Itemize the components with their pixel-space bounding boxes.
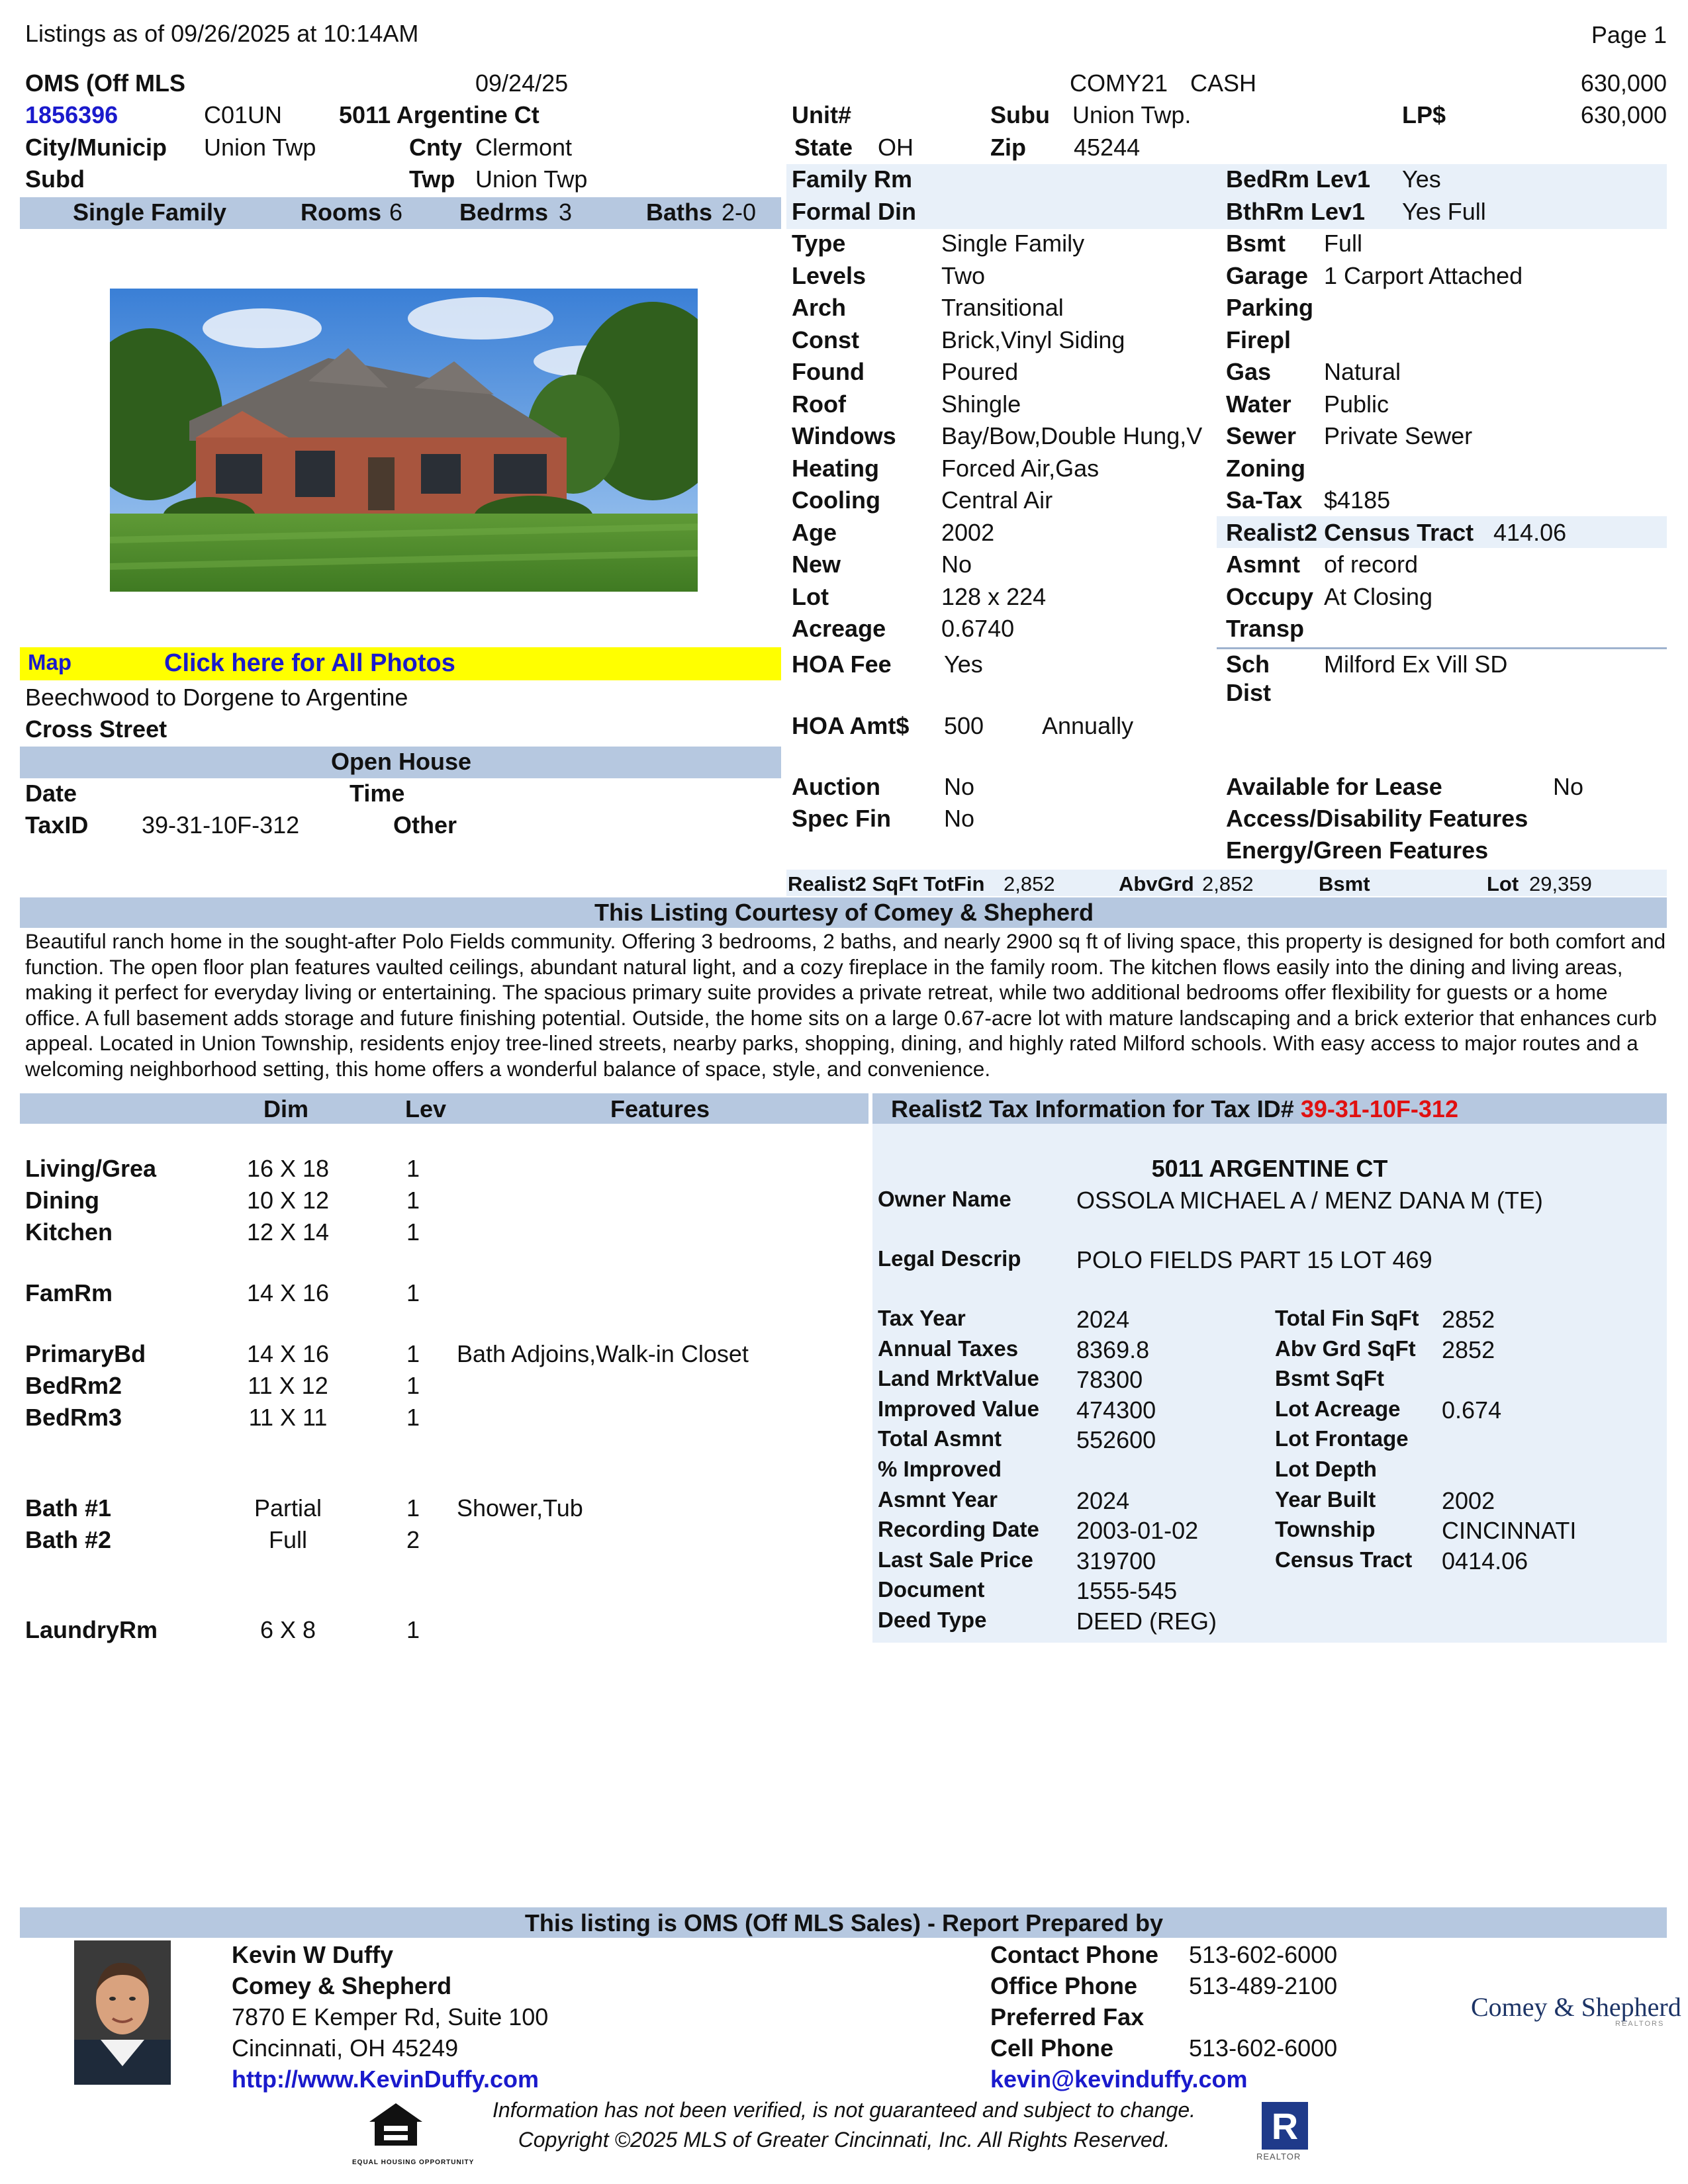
agent-street: 7870 E Kemper Rd, Suite 100: [232, 2003, 549, 2030]
room-lev: 1: [406, 1372, 420, 1399]
detail-value: of record: [1324, 551, 1419, 578]
owner-value: OSSOLA MICHAEL A / MENZ DANA M (TE): [1076, 1187, 1543, 1214]
realtor-text: REALTOR: [1256, 2152, 1301, 2161]
detail-value: Transitional: [941, 294, 1064, 321]
detail-value: No: [941, 551, 972, 578]
detail-value: 0.6740: [941, 615, 1015, 642]
cell-phone-value: 513-602-6000: [1189, 2034, 1338, 2062]
zip-label: Zip: [990, 134, 1026, 161]
tax-label: Land MrktValue: [878, 1366, 1039, 1391]
mls-number-link[interactable]: 1856396: [25, 101, 118, 128]
detail-label: New: [792, 551, 841, 578]
detail-value: Forced Air,Gas: [941, 454, 1100, 482]
room-dim: 6 X 8: [259, 1616, 316, 1643]
lp-value: 630,000: [1580, 101, 1667, 128]
tax-value: 2002: [1442, 1486, 1495, 1514]
tax-label: Document: [878, 1577, 985, 1602]
detail-label: Lot: [792, 582, 829, 610]
disclaimer: Information has not been verified, is not guaranteed and subject to change.: [492, 2098, 1196, 2122]
detail-value: 1 Carport Attached: [1324, 261, 1523, 289]
detail-label: Water: [1226, 390, 1291, 418]
twp-label: Twp: [409, 165, 455, 193]
map-link[interactable]: Map: [28, 650, 71, 674]
baths-label: Baths: [646, 199, 713, 226]
tax-label: Lot Frontage: [1275, 1426, 1409, 1451]
hoa-amount-label: HOA Amt$: [792, 712, 910, 739]
legal-value: POLO FIELDS PART 15 LOT 469: [1076, 1246, 1432, 1273]
room-dim: 10 X 12: [246, 1187, 330, 1214]
listings-as-of: Listings as of 09/26/2025 at 10:14AM: [25, 20, 419, 47]
tax-value: 2024: [1076, 1486, 1130, 1514]
access-label: Access/Disability Features: [1226, 805, 1528, 832]
detail-label: Acreage: [792, 615, 886, 642]
contact-phone-value: 513-602-6000: [1189, 1941, 1338, 1968]
tax-value: CINCINNATI: [1442, 1517, 1577, 1545]
baths-value: 2-0: [722, 199, 757, 226]
tax-value: 8369.8: [1076, 1336, 1150, 1363]
tax-label: Abv Grd SqFt: [1275, 1336, 1416, 1361]
room-name: Dining: [25, 1187, 99, 1214]
agent-website-link[interactable]: http://www.KevinDuffy.com: [232, 2066, 539, 2093]
room-lev: 1: [406, 1187, 420, 1214]
room-name: Kitchen: [25, 1218, 113, 1246]
office-code: COMY21: [1070, 69, 1168, 97]
detail-label: Type: [792, 230, 846, 257]
taxid-value: 39-31-10F-312: [142, 811, 300, 839]
tax-label: Improved Value: [878, 1396, 1039, 1421]
copyright: Copyright ©2025 MLS of Greater Cincinnati, Inc. All Rights Reserved.: [518, 2128, 1170, 2152]
tax-title-text: Realist2 Tax Information for Tax ID#: [891, 1095, 1294, 1122]
office-phone-value: 513-489-2100: [1189, 1972, 1338, 1999]
tax-label: Township: [1275, 1517, 1376, 1542]
sqft-totfin-value: 2,852: [1004, 872, 1055, 895]
bedrms-value: 3: [559, 199, 573, 226]
room-dim: 11 X 11: [248, 1404, 328, 1431]
room-dim: 12 X 14: [246, 1218, 330, 1246]
auction-value: No: [944, 773, 975, 800]
tax-value: 0414.06: [1442, 1547, 1528, 1574]
room-name: Bath #1: [25, 1494, 112, 1522]
detail-label: Cooling: [792, 486, 880, 514]
page-number: Page 1: [1591, 21, 1667, 48]
tax-value: 319700: [1076, 1547, 1156, 1574]
tax-label: Lot Depth: [1275, 1457, 1377, 1481]
room-lev: 1: [406, 1616, 420, 1643]
agent-email-link[interactable]: kevin@kevinduffy.com: [990, 2066, 1248, 2093]
other-label: Other: [393, 811, 457, 839]
room-lev: 1: [406, 1404, 420, 1431]
room-name: LaundryRm: [25, 1616, 158, 1643]
property-type: Single Family: [73, 199, 227, 226]
hoa-fee-value: Yes: [944, 651, 983, 678]
taxid-label: TaxID: [25, 811, 89, 839]
detail-label: Zoning: [1226, 454, 1305, 482]
detail-value: Shingle: [941, 390, 1021, 418]
tax-label: % Improved: [878, 1457, 1002, 1481]
detail-value: At Closing: [1324, 582, 1433, 610]
spec-fin-value: No: [944, 805, 975, 832]
area-code: C01UN: [204, 101, 283, 128]
auction-label: Auction: [792, 773, 880, 800]
detail-value: Bay/Bow,Double Hung,V: [941, 422, 1203, 449]
detail-label: Asmnt: [1226, 551, 1301, 578]
room-name: BedRm2: [25, 1372, 122, 1399]
unit-label: Unit#: [792, 101, 851, 128]
detail-value: $4185: [1324, 486, 1391, 514]
detail-value: Two: [941, 261, 986, 289]
twp-value: Union Twp: [475, 165, 588, 193]
detail-label: Age: [792, 518, 837, 546]
brokerage-logo: Comey & Shepherd: [1471, 1992, 1681, 2022]
detail-label: Parking: [1226, 294, 1314, 321]
detail-label: Heating: [792, 454, 880, 482]
open-house-label: Open House: [331, 748, 472, 775]
tax-label: Total Fin SqFt: [1275, 1306, 1419, 1330]
tax-label: Total Asmnt: [878, 1426, 1002, 1451]
sqft-abvgrd-value: 2,852: [1202, 872, 1254, 895]
sqft-abvgrd-label: AbvGrd: [1119, 872, 1194, 895]
room-features: Shower,Tub: [457, 1494, 583, 1522]
tax-value: 78300: [1076, 1366, 1143, 1394]
detail-label: Roof: [792, 390, 846, 418]
detail-value: Brick,Vinyl Siding: [941, 326, 1125, 353]
tax-label: Year Built: [1275, 1486, 1376, 1512]
subu-label: Subu: [990, 101, 1050, 128]
tax-label: Bsmt SqFt: [1275, 1366, 1384, 1391]
detail-value: Single Family: [941, 230, 1085, 257]
sqft-lot-label: Lot: [1487, 872, 1519, 895]
agent-city: Cincinnati, OH 45249: [232, 2034, 459, 2062]
detail-label: Formal Din: [792, 197, 917, 225]
detail-label: Bsmt: [1226, 230, 1286, 257]
tax-label: Deed Type: [878, 1608, 987, 1632]
school-district: Milford Ex Vill SD: [1324, 651, 1508, 678]
subd-label: Subd: [25, 165, 85, 193]
detail-label: Sewer: [1226, 422, 1297, 449]
detail-value: 128 x 224: [941, 582, 1047, 610]
tax-header-title: [891, 1095, 1458, 1122]
tax-value: 2852: [1442, 1306, 1495, 1333]
legal-label: Legal Descrip: [878, 1246, 1021, 1271]
sqft-bsmt-label: Bsmt: [1319, 872, 1370, 895]
rooms-dim-header: Dim: [263, 1095, 309, 1122]
detail-label: Family Rm: [792, 165, 913, 193]
detail-label: Arch: [792, 294, 847, 321]
agent-banner-text: This listing is OMS (Off MLS Sales) - Report Prepared by: [524, 1909, 1164, 1936]
lease-label: Available for Lease: [1226, 773, 1442, 800]
room-dim: Partial: [254, 1494, 322, 1522]
room-name: PrimaryBd: [25, 1340, 146, 1367]
detail-label: Gas: [1226, 358, 1272, 385]
room-lev: 1: [406, 1494, 420, 1522]
bedrms-label: Bedrms: [459, 199, 549, 226]
directions: Beechwood to Dorgene to Argentine: [25, 684, 408, 711]
detail-label: Garage: [1226, 261, 1309, 289]
divider: [1217, 647, 1667, 649]
detail-value: Public: [1324, 390, 1389, 418]
room-dim: 11 X 12: [248, 1372, 328, 1399]
detail-value: Full: [1324, 230, 1363, 257]
room-name: BedRm3: [25, 1404, 122, 1431]
room-name: Bath #2: [25, 1526, 112, 1553]
tax-value: 2852: [1442, 1336, 1495, 1363]
property-description: Beautiful ranch home in the sought-after Polo Fields community. Offering 3 bedrooms, 2 baths, and nearly 2900 sq ft of living space, this property is designed for both comfort and function. The open floor plan features vaulted ceilings, abundant natural light, and a cozy fireplace in the family room. The kitchen flows easily into the dining and living areas, making it perfect for everyday living or entertaining. The spacious primary suite provides a private retreat, while two additional bedrooms offer flexibility for guests or a home office. A full basement adds storage and future finishing potential. Outside, the home sits on a large 0.67-acre lot with mature landscaping and a brick exterior that enhances curb appeal. Located in Union Township, residents enjoy tree-lined streets, nearby parks, shopping, dining, and highly rated Milford schools. With easy access to major routes and a welcoming neighborhood setting, this home offers a wonderful balance of space, style, and convenience.: [25, 929, 1666, 1081]
sch-label: Sch: [1226, 651, 1270, 678]
subu-value: Union Twp.: [1072, 101, 1192, 128]
price: 630,000: [1580, 69, 1667, 97]
tax-value: 2003-01-02: [1076, 1517, 1199, 1545]
room-dim: 14 X 16: [246, 1340, 330, 1367]
city-label: City/Municip: [25, 134, 167, 161]
spec-fin-label: Spec Fin: [792, 805, 892, 832]
equal-housing-text: EQUAL HOUSING OPPORTUNITY: [352, 2159, 475, 2166]
date-label: Date: [25, 780, 77, 807]
cell-phone-label: Cell Phone: [990, 2034, 1114, 2062]
zip-value: 45244: [1074, 134, 1141, 161]
detail-label: Windows: [792, 422, 896, 449]
list-date: 09/24/25: [475, 69, 569, 97]
address: 5011 Argentine Ct: [339, 101, 539, 128]
detail-label: BedRm Lev1: [1226, 165, 1371, 193]
tax-label: Last Sale Price: [878, 1547, 1033, 1572]
room-lev: 1: [406, 1155, 420, 1182]
room-lev: 2: [406, 1526, 420, 1553]
detail-label: Const: [792, 326, 859, 353]
room-lev: 1: [406, 1279, 420, 1306]
tax-label: Annual Taxes: [878, 1336, 1019, 1361]
contact-phone-label: Contact Phone: [990, 1941, 1159, 1968]
detail-value: Central Air: [941, 486, 1053, 514]
detail-label: Sa-Tax: [1226, 486, 1303, 514]
tax-label: Recording Date: [878, 1517, 1039, 1542]
sqft-totfin-label: Realist2 SqFt TotFin: [788, 872, 985, 895]
agent-photo: [74, 1940, 171, 2085]
state-value: OH: [878, 134, 914, 161]
detail-label: Transp: [1226, 615, 1305, 642]
preferred-fax-label: Preferred Fax: [990, 2003, 1145, 2030]
tax-label: Asmnt Year: [878, 1486, 998, 1512]
room-lev: 1: [406, 1218, 420, 1246]
tax-value: 552600: [1076, 1426, 1156, 1454]
detail-value: Poured: [941, 358, 1019, 385]
rooms-value: 6: [389, 199, 403, 226]
tax-id: 39-31-10F-312: [1300, 1095, 1458, 1122]
tax-value: 1555-545: [1076, 1577, 1178, 1605]
room-dim: 16 X 18: [246, 1155, 330, 1182]
room-features: Bath Adjoins,Walk-in Closet: [457, 1340, 749, 1367]
energy-label: Energy/Green Features: [1226, 837, 1489, 864]
house-photo[interactable]: [110, 289, 698, 592]
detail-value: Yes: [1402, 165, 1441, 193]
detail-label: Firepl: [1226, 326, 1291, 353]
detail-value: Yes Full: [1402, 197, 1486, 225]
listing-type: OMS (Off MLS: [25, 69, 185, 97]
agent-name: Kevin W Duffy: [232, 1941, 394, 1968]
rooms-features-header: Features: [610, 1095, 710, 1122]
tax-value: DEED (REG): [1076, 1608, 1217, 1635]
sqft-lot-value: 29,359: [1529, 872, 1592, 895]
hoa-frequency: Annually: [1042, 712, 1134, 739]
rooms-lev-header: Lev: [405, 1095, 447, 1122]
detail-label: Found: [792, 358, 865, 385]
county-value: Clermont: [475, 134, 573, 161]
room-name: FamRm: [25, 1279, 113, 1306]
cross-street-label: Cross Street: [25, 715, 167, 743]
financing: CASH: [1190, 69, 1257, 97]
tax-address: 5011 ARGENTINE CT: [1151, 1155, 1388, 1182]
tax-value: 2024: [1076, 1306, 1130, 1333]
office-phone-label: Office Phone: [990, 1972, 1138, 1999]
detail-label: Levels: [792, 261, 867, 289]
svg-text:R: R: [1271, 2105, 1299, 2147]
lease-value: No: [1553, 773, 1584, 800]
tax-label: Lot Acreage: [1275, 1396, 1401, 1421]
room-dim: 14 X 16: [246, 1279, 330, 1306]
tax-value: 474300: [1076, 1396, 1156, 1424]
detail-value: Private Sewer: [1324, 422, 1473, 449]
all-photos-link[interactable]: Click here for All Photos: [164, 649, 455, 677]
tax-label: Census Tract: [1275, 1547, 1413, 1572]
detail-value: 414.06: [1493, 518, 1567, 546]
room-name: Living/Grea: [25, 1155, 157, 1182]
tax-label: Tax Year: [878, 1306, 966, 1330]
hoa-amount-value: 500: [944, 712, 984, 739]
room-lev: 1: [406, 1340, 420, 1367]
detail-label: Occupy: [1226, 582, 1314, 610]
detail-label: Realist2 Census Tract: [1226, 518, 1474, 546]
lp-label: LP$: [1402, 101, 1446, 128]
room-dim: Full: [268, 1526, 307, 1553]
brokerage-logo-sub: REALTORS: [1615, 2020, 1665, 2028]
detail-value: 2002: [941, 518, 995, 546]
detail-value: Natural: [1324, 358, 1401, 385]
county-label: Cnty: [409, 134, 462, 161]
detail-label: BthRm Lev1: [1226, 197, 1366, 225]
dist-label: Dist: [1226, 679, 1272, 706]
owner-label: Owner Name: [878, 1187, 1011, 1211]
rooms-label: Rooms: [301, 199, 382, 226]
city-value: Union Twp: [204, 134, 316, 161]
agent-company: Comey & Shepherd: [232, 1972, 452, 1999]
hoa-fee-label: HOA Fee: [792, 651, 892, 678]
time-label: Time: [350, 780, 405, 807]
state-label: State: [794, 134, 853, 161]
tax-value: 0.674: [1442, 1396, 1502, 1424]
courtesy-text: This Listing Courtesy of Comey & Shepherd: [594, 899, 1094, 926]
